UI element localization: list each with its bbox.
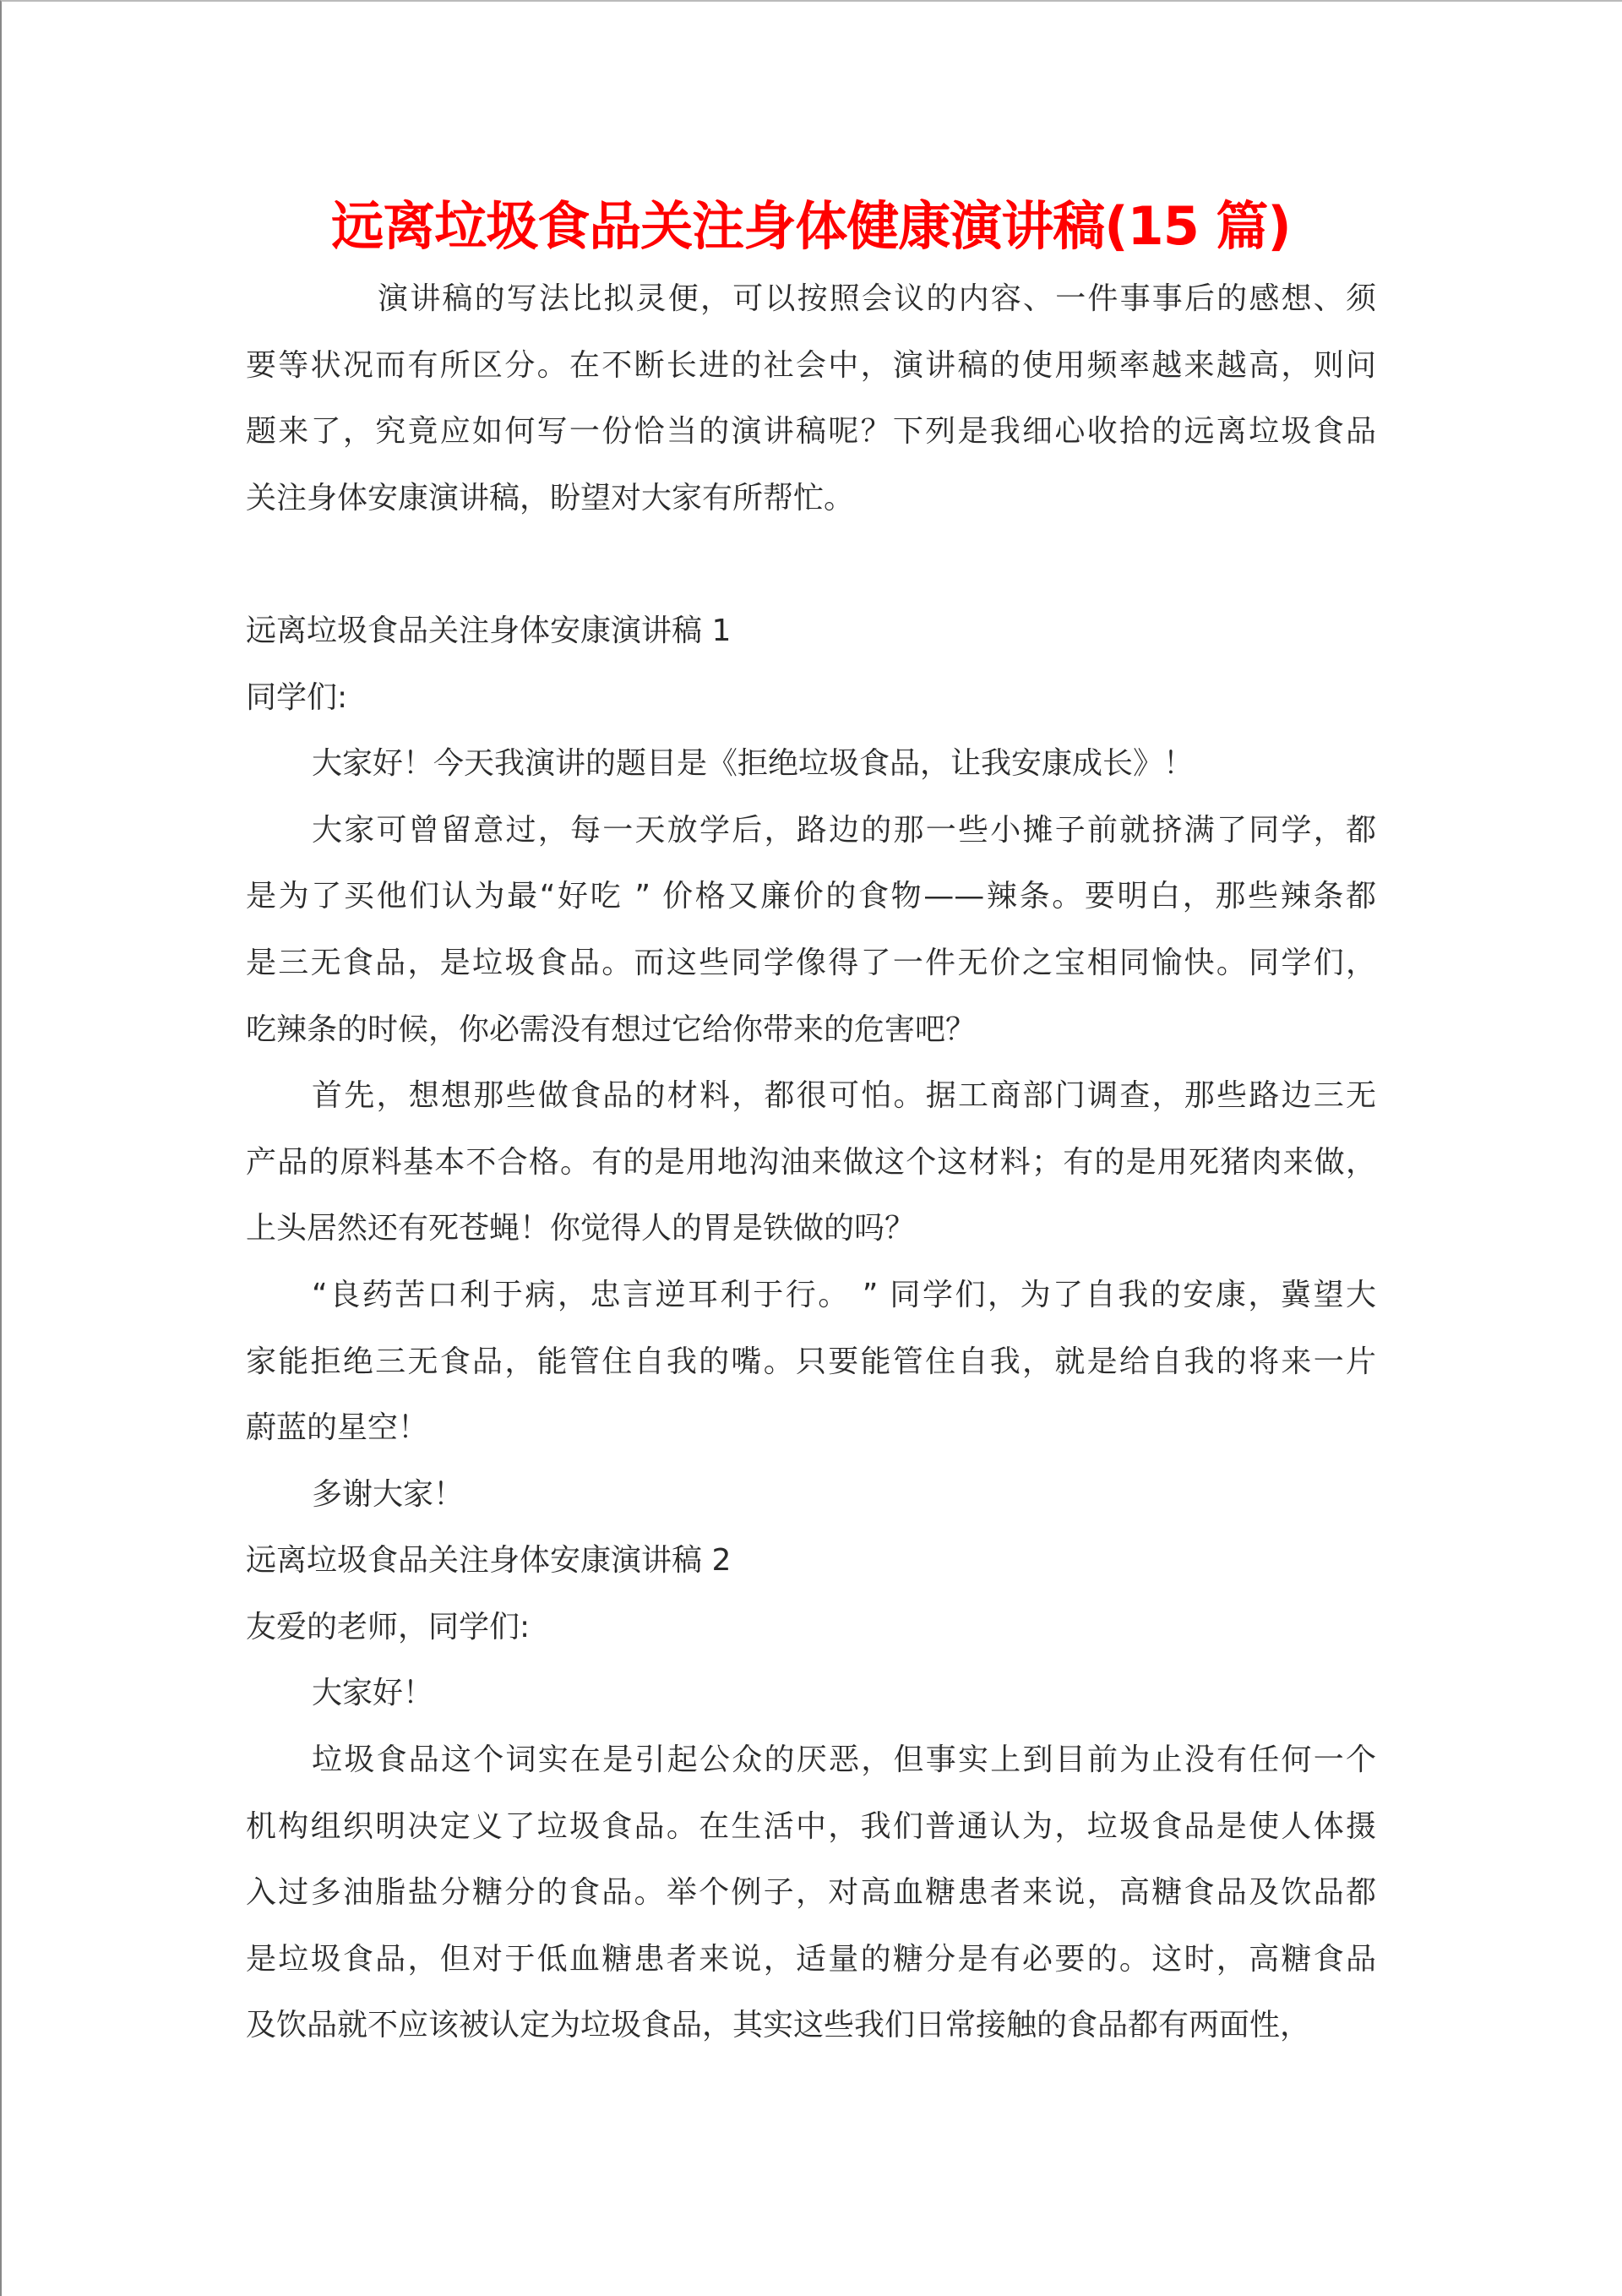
paragraph [246,665,1376,732]
paragraph [246,1528,1376,1595]
text-line: 大家好！今天我演讲的题目是《拒绝垃圾食品，让我安康成长》！ [312,746,1195,782]
text-line: 首先，想想那些做食品的材料，都很可怕。据工商部门调查，那些路边三无 [312,1078,1376,1114]
text-line: “良药苦口利于病，忠言逆耳利于行。 ” 同学们，为了自我的安康，冀望大 [312,1277,1376,1312]
text-line: 同学们: [246,679,348,715]
document-body [246,266,1376,2059]
text-line: 家能拒绝三无食品，能管住自我的嘴。只要能管住自我，就是给自我的将来一片 [246,1344,1376,1379]
text-line: 是为了买他们认为最“好吃 ” 价格又廉价的食物——辣条。要明白，那些辣条都 [246,879,1376,914]
text-line: 演讲稿的写法比拟灵便，可以按照会议的内容、一件事事后的感想、须 [378,281,1376,316]
text-line: 大家可曾留意过，每一天放学后，路边的那一些小摊子前就挤满了同学，都 [312,812,1376,848]
text-line: 入过多油脂盐分糖分的食品。举个例子，对高血糖患者来说，高糖食品及饮品都 [246,1875,1376,1911]
paragraph [246,1661,1376,1727]
text-line: 大家好！ [312,1676,434,1711]
text-line: 题来了，究竟应如何写一份恰当的演讲稿呢？下列是我细心收拾的远离垃圾食品 [246,414,1376,450]
paragraph [246,731,1376,798]
paragraph [246,1462,1376,1529]
text-line: 垃圾食品这个词实在是引起公众的厌恶，但事实上到目前为止没有任何一个 [312,1742,1376,1778]
document-title: 远离垃圾食品关注身体健康演讲稿(15 篇) [331,195,1291,257]
text-line: 机构组织明决定义了垃圾食品。在生活中，我们普通认为，垃圾食品是使人体摄 [246,1808,1376,1844]
paragraph [246,1063,1376,1263]
text-line: 及饮品就不应该被认定为垃圾食品，其实这些我们日常接触的食品都有两面性， [246,2008,1311,2043]
text-line: 是垃圾食品，但对于低血糖患者来说，适量的糖分是有必要的。这时，高糖食品 [246,1941,1376,1977]
paragraph [246,266,1376,532]
paragraph [246,1595,1376,1661]
text-line: 关注身体安康演讲稿，盼望对大家有所帮忙。 [246,480,855,515]
text-line: 多谢大家！ [312,1476,465,1512]
text-line: 上头居然还有死苍蝇！你觉得人的胃是铁做的吗？ [246,1211,916,1246]
paragraph [246,598,1376,665]
text-line: 是三无食品，是垃圾食品。而这些同学像得了一件无价之宝相同愉快。同学们， [246,945,1376,980]
paragraph [246,1727,1376,2059]
text-line: 产品的原料基本不合格。有的是用地沟油来做这个这材料；有的是用死猪肉来做， [246,1144,1376,1180]
blank-line [246,532,1376,598]
text-line: 远离垃圾食品关注身体安康演讲稿 2 [246,1543,732,1579]
text-line: 吃辣条的时候，你必需没有想过它给你带来的危害吧？ [246,1012,977,1047]
paragraph [246,798,1376,1063]
text-line [246,532,1376,598]
text-line: 要等状况而有所区分。在不断长进的社会中，演讲稿的使用频率越来越高，则问 [246,347,1376,383]
text-line: 友爱的老师，同学们: [246,1609,531,1644]
text-line: 蔚蓝的星空！ [246,1410,429,1446]
text-line: 远离垃圾食品关注身体安康演讲稿 1 [246,613,732,648]
paragraph [246,1263,1376,1462]
